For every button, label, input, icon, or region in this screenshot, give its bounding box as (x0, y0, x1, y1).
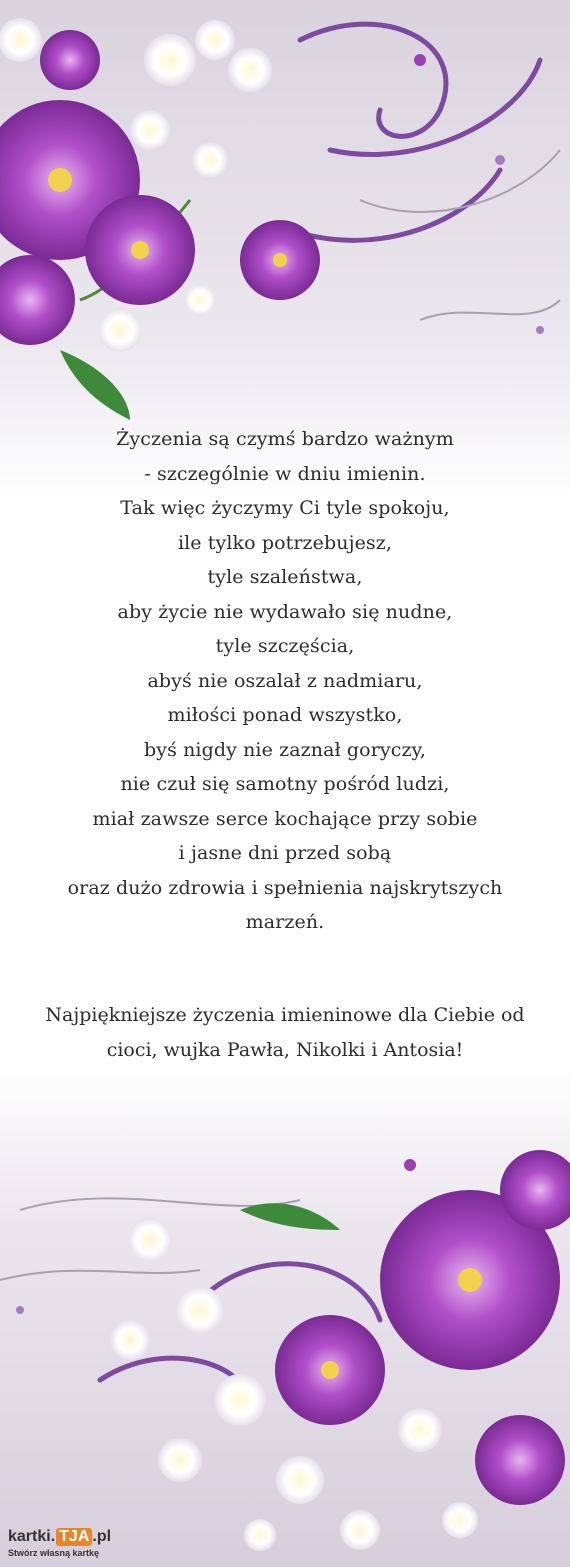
wish-line: byś nigdy nie zaznał goryczy, (143, 738, 427, 761)
flower-decoration-top (0, 0, 570, 440)
wish-line: nie czuł się samotny pośród ludzi, (120, 773, 450, 795)
flower-decoration-bottom (0, 1080, 570, 1567)
wish-line: marzeń. (245, 911, 325, 933)
wish-text (25, 422, 545, 940)
wish-line: - szczególnie w dniu imienin. (144, 462, 426, 485)
wish-line: tyle szaleństwa, (207, 566, 363, 588)
closing-text (25, 998, 545, 1067)
logo-brand: kartki. TJA .pl (8, 1528, 112, 1545)
closing-line: cioci, wujka Pawła, Nikolki i Antosia! (106, 1038, 464, 1061)
wish-line: i jasne dni przed sobą (178, 842, 392, 864)
closing-line: Najpiękniejsze życzenia imieninowe dla Ciebie od (45, 1004, 525, 1026)
wish-line: Tak więc życzymy Ci tyle spokoju, (120, 497, 450, 519)
wish-line: aby życie nie wydawało się nudne, (117, 600, 453, 623)
wish-line: Życzenia są czymś bardzo ważnym (116, 428, 454, 450)
wish-line: abyś nie oszalał z nadmiaru, (147, 669, 423, 692)
wish-line: ile tylko potrzebujesz, (177, 531, 393, 554)
logo-tagline: Stwórz własną kartkę (8, 1548, 100, 1558)
wish-line: miłości ponad wszystko, (167, 704, 403, 726)
wish-line: oraz dużo zdrowia i spełnienia najskrytszych (67, 876, 503, 899)
wish-line: tyle szczęścia, (215, 635, 355, 657)
wish-line: miał zawsze serce kochające przy sobie (92, 807, 478, 830)
site-logo[interactable] (8, 1528, 128, 1564)
